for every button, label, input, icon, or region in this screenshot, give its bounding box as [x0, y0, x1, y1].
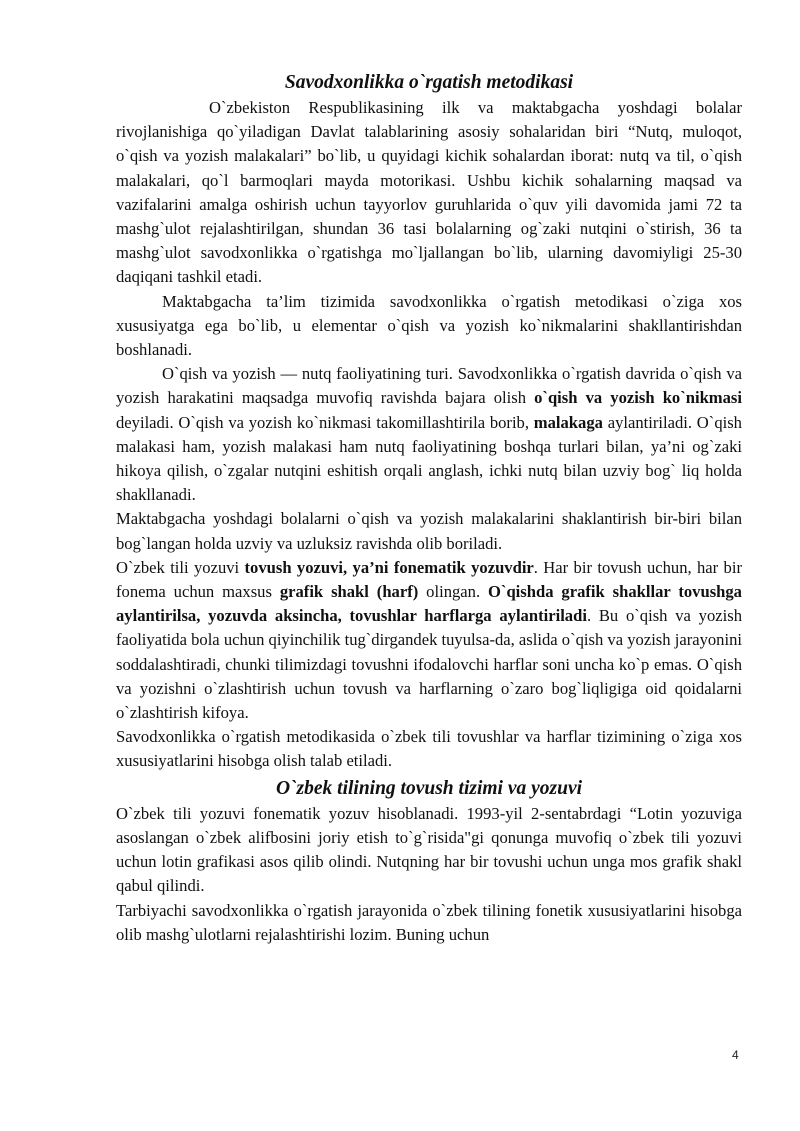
- text-run: . Har bir tovush uchun, har bir fonema uchun maxsus: [116, 557, 742, 602]
- page-number: 4: [732, 1048, 739, 1062]
- text-run: olingan.: [418, 582, 489, 602]
- paragraph-continuous-development: Maktabgacha yoshdagi bolalarni o`qish va yozish malakalarini shaklantirish bir-biri bilan bog`langan holda uzviy va uzluksiz ravishda olib boriladi.: [116, 509, 742, 553]
- bold-term-conversion: O`qishda grafik shakllar tovushga aylantirilsa, yozuvda aksincha, tovushlar harflarga aylantiriladi: [116, 582, 742, 626]
- paragraph-methodology-features: Maktabgacha ta’lim tizimida savodxonlikka o`rgatish metodikasi o`ziga xos xususiyatga ega bo`lib, u elementar o`qish va yozish ko`nikmalarini shakllantirishdan boshlanadi.: [116, 291, 742, 360]
- document-page: [116, 70, 742, 947]
- paragraph-reading-writing-skills: [116, 362, 742, 507]
- bold-term-grapheme: grafik shakl (harf): [279, 582, 419, 602]
- text-run: . Bu o`qish va yozish faoliyatida bola uchun qiyinchilik tug`dirgandek tuyulsa-da, aslida o`qish va yozish jarayonini soddalashtiradi, chunki tilimizdagi tovushni ifodalovchi harflar soni uncha ko`p emas. O`qish va yozishni o`zlashtirish uchun tovush va harflarning o`zaro bog`liqligiga oid qoidalarni o`zlashtirish kifoya.: [116, 606, 742, 723]
- text-run: aylantiriladi. O`qish malakasi ham, yozish malakasi ham nutq faoliyatining boshqa turlari bilan, ya’ni og`zaki hikoya qilish, o`zgalar nutqini eshitish orqali anglash, ichki nutq bilan uzviy bog` liq holda shakllanadi.: [116, 412, 742, 505]
- bold-term-phonemic: tovush yozuvi, ya’ni fonematik yozuvdir: [244, 557, 534, 577]
- bold-term-habit: malakaga: [533, 412, 603, 432]
- paragraph-latin-script: O`zbek tili yozuvi fonematik yozuv hisoblanadi. 1993-yil 2-sentabrdagi “Lotin yozuviga asoslangan o`zbek alifbosini joriy etish to`g`risida"gi qonunga muvofiq o`zbek tili yozuvi uchun lotin grafikasi asos qilib olindi. Nutqning har bir tovushi uchun unga mos grafik shakl qabul qilindi.: [116, 803, 742, 896]
- text-run: O`zbek tili yozuvi: [116, 557, 245, 577]
- section-heading-sound-system: O`zbek tilining tovush tizimi va yozuvi: [275, 777, 583, 799]
- paragraph-phonemic-writing: [116, 556, 742, 725]
- paragraph-standards: O`zbekiston Respublikasining ilk va maktabgacha yoshdagi bolalar rivojlanishiga qo`yiladigan Davlat talablarining asosiy sohalaridan biri “Nutq, muloqot, o`qish va yozish malakalari” bo`lib, u quyidagi kichik sohalardan iborat: nutq va til, o`qish malakalari, qo`l barmoqlari mayda motorikasi. Ushbu kichik sohalarning maqsad va vazifalarini amalga oshirish uchun tayyorlov guruhlarida o`quv yili davomida jami 72 ta mashg`ulot rejalashtirilgan, shundan 36 tasi bolalarning og`zaki nutqini o`stirish, 36 ta mashg`ulot savodxonlikka o`rgatishga mo`ljallangan bo`lib, ularning davomiyligi 25-30 daqiqani tashkil etadi.: [116, 98, 742, 287]
- paragraph-sound-letter-system: Savodxonlikka o`rgatish metodikasida o`zbek tili tovushlar va harflar tizimining o`ziga xos xususiyatlarini hisobga olish talab etiladi.: [116, 727, 742, 771]
- text-run: deyiladi. O`qish va yozish ko`nikmasi takomillashtirila borib,: [116, 412, 534, 432]
- paragraph-teacher-planning: Tarbiyachi savodxonlikka o`rgatish jarayonida o`zbek tilining fonetik xususiyatlarini hisobga olib mashg`ulotlarni rejalashtirishi lozim. Buning uchun: [116, 900, 742, 944]
- section-heading-literacy-methodology: Savodxonlikka o`rgatish metodikasi: [284, 72, 574, 93]
- bold-term-skill: o`qish va yozish ko`nikmasi: [534, 388, 742, 408]
- text-run: O`qish va yozish — nutq faoliyatining turi. Savodxonlikka o`rgatish davrida o`qish va yozish harakatini maqsadga muvofiq ravishda bajara olish: [116, 364, 742, 408]
